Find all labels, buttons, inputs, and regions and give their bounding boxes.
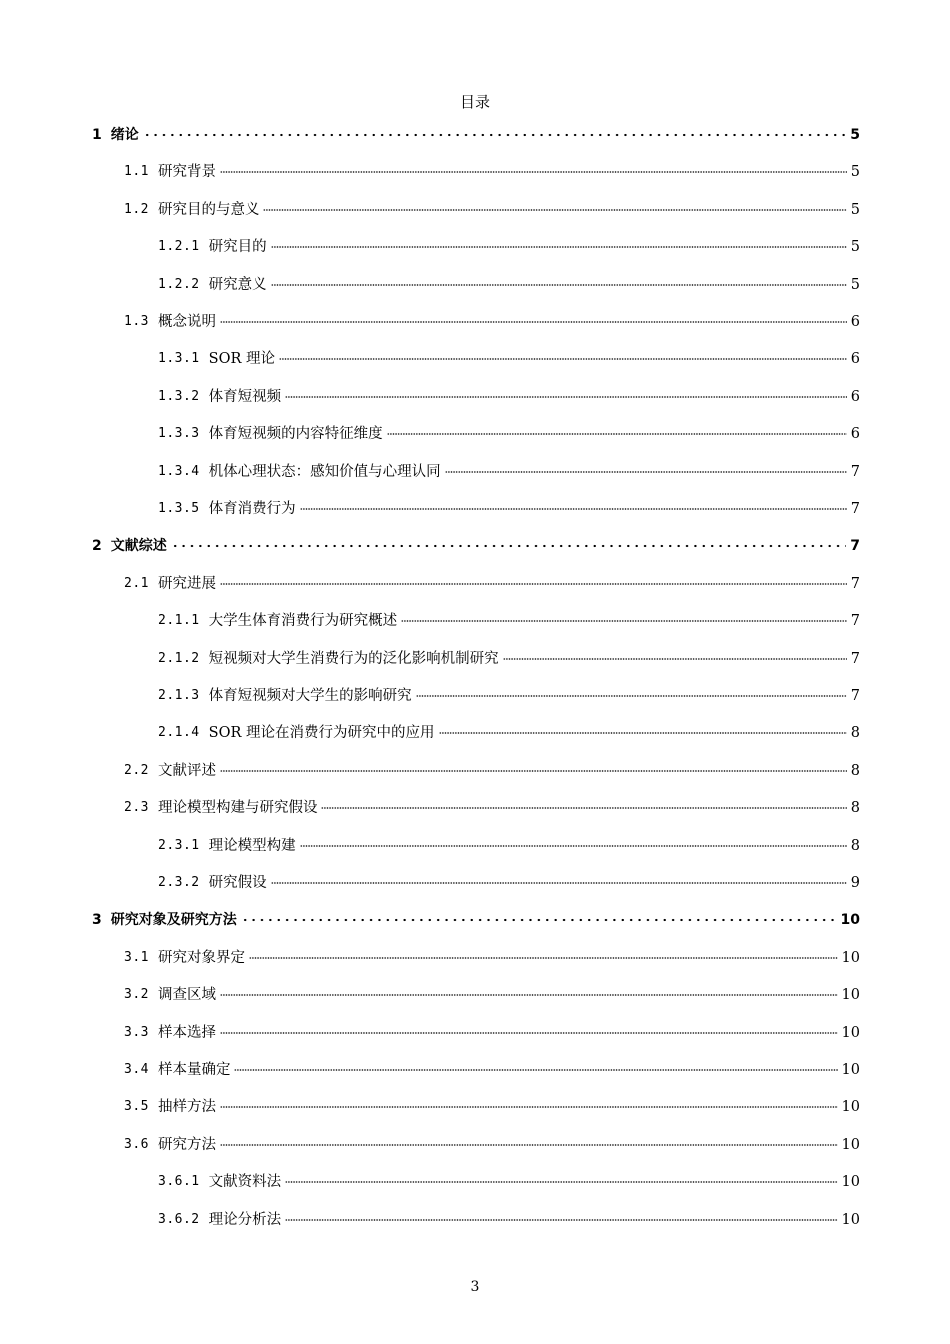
toc-dot-leader (285, 394, 847, 400)
toc-entry-level-3[interactable] (158, 461, 860, 483)
toc-entry-page: 10 (841, 1211, 860, 1228)
toc-entry-page: 7 (850, 501, 860, 517)
toc-dot-leader (220, 992, 838, 998)
toc-entry-level-3[interactable] (158, 872, 860, 894)
toc-dot-leader (300, 506, 847, 512)
toc-entry-number: 2.3.2 (158, 875, 200, 890)
toc-entry-page: 10 (841, 1062, 860, 1078)
toc-dot-leader (220, 1142, 838, 1148)
toc-entry-number: 1 (92, 127, 102, 143)
toc-entry-label: 理论分析法 (208, 1211, 282, 1228)
toc-dot-leader (249, 955, 838, 961)
toc-dot-leader (220, 581, 847, 587)
toc-dot-leader (279, 356, 847, 362)
toc-entry-level-3[interactable] (158, 236, 860, 258)
toc-entry-level-3[interactable] (158, 1209, 860, 1231)
toc-dot-leader (503, 656, 847, 662)
toc-entry-level-3[interactable] (158, 610, 860, 632)
toc-entry-level-1[interactable] (92, 124, 860, 146)
toc-entry-page: 10 (841, 1174, 860, 1191)
toc-entry-page: 5 (850, 276, 860, 293)
toc-dot-leader (220, 768, 847, 774)
toc-entry-label: 文献评述 (157, 762, 216, 779)
toc-entry-number: 2.1.1 (158, 613, 200, 629)
toc-entry-level-3[interactable] (158, 423, 860, 445)
toc-entry-page: 7 (850, 688, 860, 704)
toc-entry-label: 研究方法 (157, 1136, 216, 1153)
toc-entry-page: 6 (850, 314, 860, 330)
toc-dot-leader (263, 207, 846, 213)
toc-entry-label: 研究目的与意义 (157, 201, 260, 218)
toc-entry-level-2[interactable] (124, 1096, 860, 1118)
toc-entry-label: 体育短视频对大学生的影响研究 (208, 688, 412, 704)
toc-entry-label: 研究对象及研究方法 (110, 912, 237, 929)
toc-entry-number: 3.2 (124, 987, 149, 1003)
toc-entry-label: 研究背景 (157, 164, 216, 181)
toc-entry-number: 1.3.1 (158, 351, 200, 367)
toc-dot-leader (241, 917, 837, 923)
toc-entry-page: 8 (850, 725, 860, 742)
toc-entry-label: 短视频对大学生消费行为的泛化影响机制研究 (208, 650, 499, 667)
toc-entry-number: 2.2 (124, 762, 149, 778)
toc-entry-number: 3 (92, 912, 102, 929)
toc-entry-number: 3.6 (124, 1136, 149, 1152)
toc-entry-number: 3.1 (124, 949, 149, 965)
toc-dot-leader (285, 1217, 837, 1223)
toc-entry-level-1[interactable] (92, 909, 860, 931)
toc-entry-label: 理论模型构建与研究假设 (157, 800, 318, 817)
toc-entry-number: 3.5 (124, 1099, 149, 1115)
toc-entry-number: 2.1.2 (158, 650, 200, 666)
toc-entry-label: 体育短视频 (208, 388, 282, 405)
toc-dot-leader (220, 1104, 838, 1110)
toc-entry-number: 1.3.2 (158, 388, 200, 404)
toc-entry-level-3[interactable] (158, 648, 860, 670)
toc-entry-page: 6 (850, 388, 860, 405)
toc-entry-number: 3.6.2 (158, 1211, 200, 1227)
toc-entry-level-2[interactable] (124, 199, 860, 221)
toc-dot-leader (401, 618, 847, 624)
toc-dot-leader (445, 469, 847, 475)
toc-entry-number: 1.3 (124, 314, 149, 329)
toc-entry-label: 调查区域 (157, 987, 216, 1004)
toc-entry-label: SOR 理论 (208, 351, 275, 368)
toc-entry-level-2[interactable] (124, 1022, 860, 1044)
toc-entry-number: 2.3 (124, 800, 149, 816)
toc-dot-leader (300, 843, 847, 849)
toc-dot-leader (271, 880, 847, 886)
toc-entry-label: 研究对象界定 (157, 949, 245, 966)
toc-entry-label: 文献综述 (110, 538, 167, 555)
toc-entry-page: 7 (850, 613, 860, 630)
toc-entry-level-2[interactable] (124, 947, 860, 969)
toc-entry-page: 5 (850, 239, 860, 256)
toc-entry-label: 大学生体育消费行为研究概述 (208, 613, 398, 630)
toc-entry-number: 1.2.2 (158, 276, 200, 292)
toc-dot-leader (271, 244, 847, 250)
toc-entry-level-2[interactable] (124, 161, 860, 183)
toc-entry-label: 绪论 (110, 127, 139, 143)
toc-entry-level-2[interactable] (124, 760, 860, 782)
toc-entry-page: 6 (850, 351, 860, 368)
toc-dot-leader (234, 1067, 837, 1073)
toc-entry-level-3[interactable] (158, 685, 860, 707)
toc-entry-page: 8 (850, 800, 860, 817)
toc-entry-page: 10 (841, 1099, 860, 1116)
toc-dot-leader (285, 1179, 837, 1185)
toc-entry-number: 3.3 (124, 1024, 149, 1040)
toc-dot-leader (220, 169, 847, 175)
toc-entry-label: 研究意义 (208, 276, 267, 293)
toc-entry-number: 1.2 (124, 201, 149, 217)
toc-entry-label: 样本选择 (157, 1024, 216, 1041)
toc-entry-number: 2.1.4 (158, 725, 200, 741)
toc-entry-page: 7 (850, 538, 860, 555)
toc-entry-label: 文献资料法 (208, 1174, 282, 1191)
toc-entry-page: 10 (841, 949, 860, 966)
toc-entry-level-2[interactable] (124, 311, 860, 333)
toc-entry-page: 6 (850, 426, 860, 443)
toc-entry-level-3[interactable] (158, 498, 860, 520)
toc-entry-level-3[interactable] (158, 274, 860, 296)
toc-entry-page: 5 (850, 201, 860, 218)
toc-entry-page: 10 (841, 1024, 860, 1041)
toc-dot-leader (439, 730, 847, 736)
page-number: 3 (470, 1279, 480, 1295)
toc-dot-leader (321, 805, 846, 811)
toc-entry-page: 5 (850, 164, 860, 181)
toc-dot-leader (387, 431, 847, 437)
toc-entry-label: 机体心理状态：感知价值与心理认同 (208, 463, 441, 480)
toc-entry-level-3[interactable] (158, 348, 860, 370)
toc-entry-number: 1.1 (124, 164, 149, 180)
toc-entry-level-2[interactable] (124, 573, 860, 595)
toc-entry-label: 体育短视频的内容特征维度 (208, 426, 383, 443)
toc-entry-label: 研究目的 (208, 239, 267, 256)
toc-entry-page: 8 (850, 837, 860, 854)
toc-entry-number: 1.2.1 (158, 239, 200, 255)
toc-dot-leader (416, 693, 847, 699)
toc-entry-label: 研究假设 (208, 875, 267, 891)
toc-entry-label: 体育消费行为 (208, 501, 296, 517)
toc-entry-label: 理论模型构建 (208, 837, 296, 854)
toc-title: 目录 (459, 93, 490, 111)
toc-entry-page: 7 (850, 650, 860, 667)
toc-entry-label: SOR 理论在消费行为研究中的应用 (208, 725, 435, 742)
toc-entry-page: 7 (850, 463, 860, 480)
toc-entry-number: 1.3.4 (158, 463, 200, 479)
toc-entry-page: 10 (841, 987, 860, 1004)
toc-entry-number: 3.4 (124, 1062, 149, 1077)
toc-entry-level-2[interactable] (124, 1134, 860, 1156)
toc-entry-level-3[interactable] (158, 386, 860, 408)
toc-entry-page: 10 (840, 912, 860, 929)
toc-entry-label: 研究进展 (157, 575, 216, 592)
toc-entry-level-2[interactable] (124, 797, 860, 819)
toc-dot-leader (143, 132, 847, 138)
toc-entry-number: 2.1.3 (158, 688, 200, 703)
toc-entry-label: 概念说明 (157, 314, 216, 330)
toc-dot-leader (171, 543, 847, 549)
toc-dot-leader (271, 282, 847, 288)
toc-entry-number: 2 (92, 538, 102, 555)
toc-entry-number: 2.1 (124, 575, 149, 591)
toc-entry-page: 7 (850, 575, 860, 592)
toc-entry-label: 样本量确定 (157, 1062, 231, 1078)
toc-entry-number: 2.3.1 (158, 837, 200, 853)
toc-entry-level-3[interactable] (158, 1171, 860, 1193)
toc-entry-page: 9 (850, 875, 860, 891)
toc-entry-number: 1.3.3 (158, 426, 200, 442)
toc-entry-level-3[interactable] (158, 835, 860, 857)
toc-entry-level-2[interactable] (124, 984, 860, 1006)
toc-entry-level-2[interactable] (124, 1059, 860, 1081)
toc-dot-leader (220, 319, 847, 325)
toc-entry-page: 5 (850, 127, 860, 143)
toc-entry-level-1[interactable] (92, 535, 860, 557)
toc-entry-page: 10 (841, 1136, 860, 1153)
toc-entry-number: 1.3.5 (158, 501, 200, 516)
toc-entry-level-3[interactable] (158, 722, 860, 744)
toc-entry-number: 3.6.1 (158, 1174, 200, 1190)
toc-dot-leader (220, 1030, 838, 1036)
toc-entry-page: 8 (850, 762, 860, 779)
toc-entry-label: 抽样方法 (157, 1099, 216, 1116)
